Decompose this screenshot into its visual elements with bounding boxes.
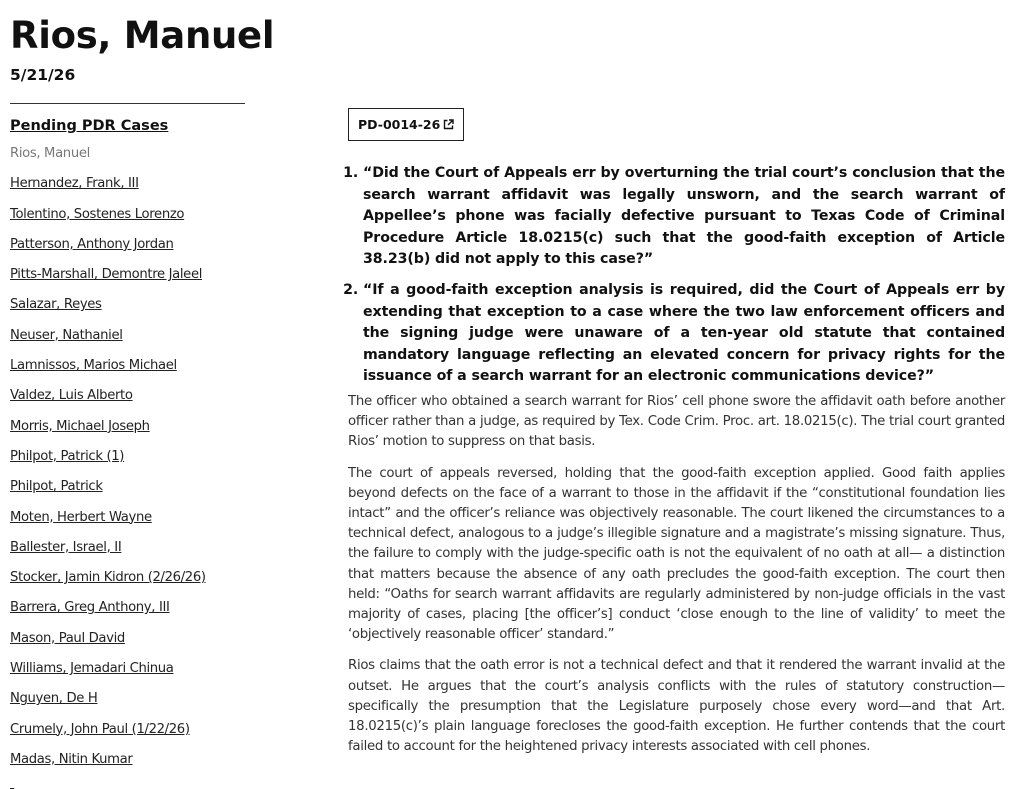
sidebar-case-link[interactable]: Nguyen, De H xyxy=(10,691,98,707)
sidebar-case-link[interactable]: Valdez, Luis Alberto xyxy=(10,388,133,404)
main-content xyxy=(348,108,1005,768)
sidebar-item xyxy=(10,535,330,565)
sidebar-case-link[interactable]: Ballester, Israel, II xyxy=(10,539,122,555)
issue-item: 1. “Did the Court of Appeals err by overturning the trial court’s conclusion that the search warrant affidavit was legally unsworn, and the search warrant of Appellee’s phone was facially defective pursuant to Texas Code of Criminal Procedure Article 18.0215(c) such that the good-faith exception of Article 38.23(b) did not apply to this case?” xyxy=(363,163,1005,271)
case-number-label: PD-0014-26 xyxy=(358,117,441,132)
sidebar-divider xyxy=(10,103,245,104)
sidebar-item xyxy=(10,686,330,716)
issues-list xyxy=(348,163,1005,388)
sidebar-item xyxy=(10,292,330,322)
sidebar-item xyxy=(10,262,330,292)
sidebar-current-label: Rios, Manuel xyxy=(10,146,90,161)
sidebar-item-partially-visible xyxy=(10,782,150,789)
sidebar-case-link[interactable]: Morris, Michael Joseph xyxy=(10,418,150,434)
page-title: Rios, Manuel xyxy=(10,14,275,57)
summary-paragraph: The court of appeals reversed, holding that the good-faith exception applied. Good faith applies beyond defects on the face of a warrant to those in the affidavit if the “constitutional foundation lies intact” and the officer’s reliance was objectively reasonable. The court likened the circumstances to a technical defect, analogous to a judge’s illegible signature and a magistrate’s missing signature. Thus, the failure to comply with the judge-specific oath is not the equivalent of no oath at all— a distinction that matters because the absence of any oath precludes the good-faith exception. The court then held: “Oaths for search warrant affidavits are regularly administered by non-judge officials in the vast majority of cases, placing [the officer’s] conduct ‘close enough to the line of validity’ to meet the ‘objectively reasonable officer’ standard.” xyxy=(348,465,1005,643)
sidebar-item-current xyxy=(10,141,330,171)
sidebar-case-link[interactable]: Crumely, John Paul (1/22/26) xyxy=(10,721,190,737)
sidebar-case-link[interactable]: Neuser, Nathaniel xyxy=(10,327,123,343)
sidebar-item xyxy=(10,232,330,262)
case-number-link[interactable] xyxy=(348,108,464,141)
sidebar-case-link[interactable]: Stocker, Jamin Kidron (2/26/26) xyxy=(10,570,206,586)
sidebar-item xyxy=(10,565,330,595)
sidebar-case-link[interactable]: Pitts-Marshall, Demontre Jaleel xyxy=(10,267,203,283)
sidebar-case-link[interactable]: Philpot, Patrick (1) xyxy=(10,448,125,464)
sidebar-item xyxy=(10,171,330,201)
external-link-icon xyxy=(443,119,454,130)
sidebar-item xyxy=(10,414,330,444)
page-date: 5/21/26 xyxy=(10,66,76,84)
summary-paragraph: Rios claims that the oath error is not a technical defect and that it rendered the warrant invalid at the outset. He argues that the court’s analysis conflicts with the rules of statutory construction—specifically the presumption that the Legislature purposely chose every word—and that Art. 18.0215(c)’s plain language forecloses the good-faith exception. He further contends that the court failed to account for the heightened privacy interests associated with cell phones. xyxy=(348,658,1005,755)
issue-item: 2. “If a good-faith exception analysis is required, did the Court of Appeals err by extending that exception to a case where the two law enforcement officers and the signing judge were unaware of a ten-year old statute that contained mandatory language reflecting an elevated concern for privacy rights for the issuance of a search warrant for an electronic communications device?” xyxy=(363,280,1005,388)
sidebar-item xyxy=(10,202,330,232)
sidebar-case-link[interactable]: Madas, Nitin Kumar xyxy=(10,751,133,767)
sidebar-case-link[interactable]: Williams, Jemadari Chinua xyxy=(10,661,174,677)
sidebar-item xyxy=(10,595,330,625)
case-summary xyxy=(348,392,1005,757)
sidebar-case-link[interactable]: Mason, Paul David xyxy=(10,630,125,646)
sidebar-item xyxy=(10,656,330,686)
sidebar-case-list xyxy=(10,141,330,777)
sidebar-item xyxy=(10,747,330,777)
sidebar-item xyxy=(10,383,330,413)
sidebar-case-link[interactable]: Tolentino, Sostenes Lorenzo xyxy=(10,206,185,222)
sidebar-item xyxy=(10,626,330,656)
sidebar-case-link[interactable]: Barrera, Greg Anthony, III xyxy=(10,600,170,616)
sidebar-case-link[interactable]: Philpot, Patrick xyxy=(10,479,103,495)
sidebar-item xyxy=(10,323,330,353)
sidebar-item xyxy=(10,505,330,535)
sidebar-case-link[interactable]: Moten, Herbert Wayne xyxy=(10,509,152,525)
sidebar-item xyxy=(10,444,330,474)
sidebar-item xyxy=(10,474,330,504)
sidebar-case-link[interactable]: Lamnissos, Marios Michael xyxy=(10,358,177,374)
summary-paragraph: The officer who obtained a search warrant for Rios’ cell phone swore the affidavit oath before another officer rather than a judge, as required by Tex. Code Crim. Proc. art. 18.0215(c). The trial court granted Rios’ motion to suppress on that basis. xyxy=(348,393,1005,450)
sidebar-case-link[interactable]: Hernandez, Frank, III xyxy=(10,176,139,192)
sidebar-case-link[interactable]: Patterson, Anthony Jordan xyxy=(10,236,174,252)
sidebar-case-link[interactable]: Salazar, Reyes xyxy=(10,297,102,313)
sidebar xyxy=(10,114,330,777)
sidebar-item xyxy=(10,353,330,383)
sidebar-heading-link[interactable]: Pending PDR Cases xyxy=(10,118,169,134)
sidebar-item xyxy=(10,717,330,747)
